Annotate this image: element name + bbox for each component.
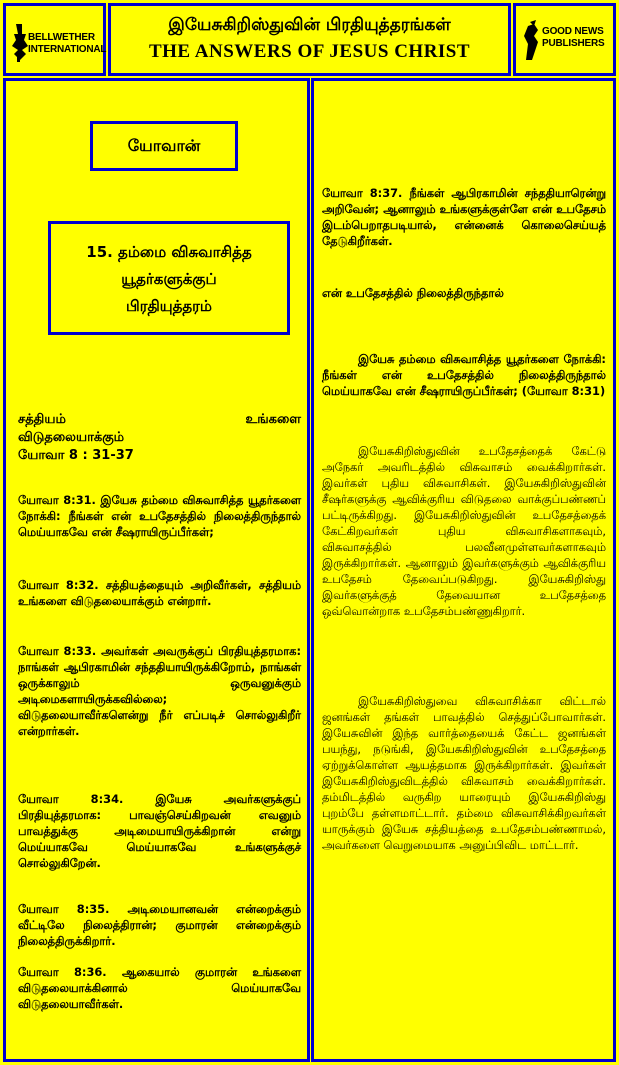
chapter-title-box: [48, 221, 290, 335]
good-news-logo-panel: [513, 3, 616, 76]
verse-34: யோவா 8:34. இயேசு அவர்களுக்குப் பிரதியுத்தரமாக: பாவஞ்செய்கிறவன் எவனும் பாவத்துக்கு அடிமையாயிருக்கிறான் என்று மெய்யாகவே மெய்யாகவே உங்களுக்குச் சொல்லுகிறேன்.: [18, 792, 301, 870]
verse-32: யோவா 8:32. சத்தியத்தையும் அறிவீர்கள், சத்தியம் உங்களை விடுதலையாக்கும் என்றார்.: [18, 578, 301, 608]
reference-heading: [18, 411, 301, 465]
logo-line-1: BELLWETHER: [28, 32, 95, 43]
quote: இயேசு தம்மை விசுவாசித்த யூதர்களை நோக்கி: நீங்கள் என் உபதேசத்தில் நிலைத்திருந்தால் மெய்யாகவே என் சீஷராயிருப்பீர்கள்; (யோவா 8:31): [322, 352, 606, 398]
book-title: யோவான்: [127, 136, 201, 155]
logo-line-2: INTERNATIONAL: [28, 44, 107, 55]
chapter-title-line-2: யூதர்களுக்குப்: [121, 270, 217, 288]
paragraph-2: இயேசுகிறிஸ்துவை விசுவாசிக்கா விட்டால் ஜனங்கள் தங்கள் பாவத்தில் செத்துப்போவார்கள். இயேசுவின் இந்த வார்த்தையைக் கேட்ட ஜனங்கள் பயந்து, நடுங்கி, இயேசுகிறிஸ்துவின் உபதேசத்தை ஏற்றுக்கொள்ள ஆயத்தமாக இருக்கிறார்கள். இவர்கள் இயேசுகிறிஸ்துவிடத்தில் விசுவாசம் வைக்கிறார்கள். தம்மிடத்தில் வருகிற யாரையும் இயேசுகிறிஸ்து புறம்பே தள்ளமாட்டார். தம்மை விசுவாசிக்கிறவர்கள் யாருக்கும் இயேசு சத்தியத்தை உபதேசம்பண்ணாமல், அவர்களை வெறுமையாக அனுப்பிவிட மாட்டார்.: [322, 694, 606, 852]
chapter-title-line-1: 15. தம்மை விசுவாசித்த: [86, 243, 252, 261]
chapter-title-line-3: பிரதியுத்தரம்: [126, 297, 212, 315]
subheading: என் உபதேசத்தில் நிலைத்திருந்தால்: [322, 286, 504, 300]
book-title-box: [90, 121, 238, 171]
left-column: [3, 78, 310, 1062]
verse-33: யோவா 8:33. அவர்கள் அவருக்குப் பிரதியுத்தரமாக: நாங்கள் ஆபிரகாமின் சந்ததியாயிருக்கிறோம், நாங்கள் ஒருக்காலும் ஒருவனுக்கும் அடிமைகளாயிருக்கவில்லை; விடுதலையாவீர்களென்று நீர் எப்படிச் சொல்லுகிறீர் என்றார்கள்.: [18, 644, 301, 738]
logo-line-2: PUBLISHERS: [542, 38, 605, 49]
header-title-panel: [108, 3, 511, 76]
reference-heading-line-1: சத்தியம் உங்களை: [18, 412, 301, 427]
reference-heading-line-3: யோவா 8 : 31-37: [18, 448, 134, 463]
title-english: THE ANSWERS OF JESUS CHRIST: [148, 41, 471, 62]
title-tamil: இயேசுகிறிஸ்துவின் பிரதியுத்தரங்கள்: [168, 15, 451, 35]
verse-36: யோவா 8:36. ஆகையால் குமாரன் உங்களை விடுதலையாக்கினால் மெய்யாகவே விடுதலையாவீர்கள்.: [18, 965, 301, 1011]
reference-heading-line-2: விடுதலையாக்கும்: [18, 430, 125, 445]
verse-35: யோவா 8:35. அடிமையானவன் என்றைக்கும் வீட்டிலே நிலைத்திரான்; குமாரன் என்றைக்கும் நிலைத்திருக்கிறார்.: [18, 902, 301, 948]
paragraph-1: இயேசுகிறிஸ்துவின் உபதேசத்தைக் கேட்டு அநேகர் அவரிடத்தில் விசுவாசம் வைக்கிறார்கள். இவர்கள் புதிய விசுவாசிகள். இயேசுகிறிஸ்துவின் சீஷர்களுக்கு ஆவிக்குரிய விடுதலை வாக்குப்பண்ணப் பட்டிருக்கிறது. இயேசுகிறிஸ்துவின் உபதேசத்தைக் கேட்கிறவர்கள் புதிய விசுவாசிகளாகவும், விசுவாசத்தில் பலவீனமுள்ளவர்களாகவும் இருக்கிறார்கள். ஆனாலும் இவர்களுக்கும் ஆவிக்குரிய உபதேசம் தேவைப்படுகிறது. இயேசுகிறிஸ்து இவர்களுக்குத் தேவையான உபதேசத்தை ஒவ்வொன்றாக உபதேசம்பண்ணுகிறார்.: [322, 444, 606, 618]
verse-31: யோவா 8:31. இயேசு தம்மை விசுவாசித்த யூதர்களை நோக்கி: நீங்கள் என் உபதேசத்தில் நிலைத்திருந்தால் மெய்யாகவே என் சீஷராயிருப்பீர்கள்;: [18, 493, 301, 539]
verse-37: யோவா 8:37. நீங்கள் ஆபிரகாமின் சந்ததியாரென்று அறிவேன்; ஆனாலும் உங்களுக்குள்ளே என் உபதேசம் இடம்பெறாதபடியால், என்னைக் கொலைசெய்யத் தேடுகிறீர்கள்.: [322, 186, 606, 248]
logo-line-1: GOOD NEWS: [542, 26, 604, 37]
bellwether-logo-panel: [3, 3, 106, 76]
right-column: [311, 78, 616, 1062]
